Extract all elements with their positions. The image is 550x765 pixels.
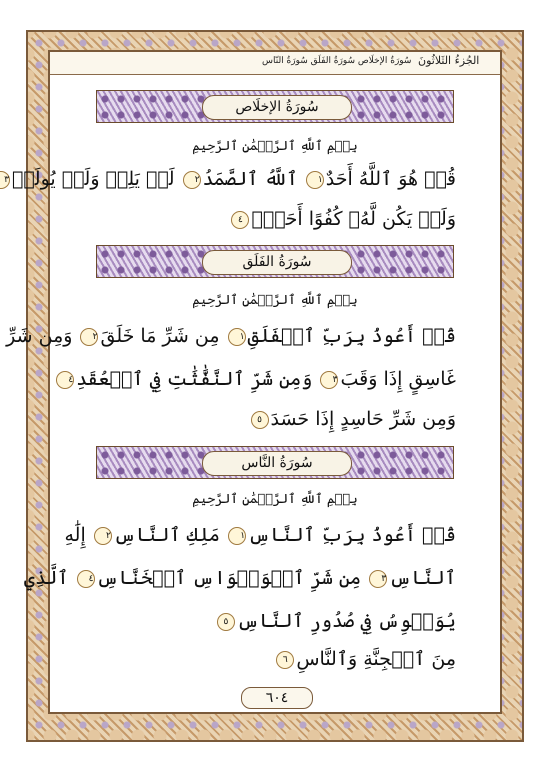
verse-text: إِلَٰهِ xyxy=(64,524,86,546)
ayah-number-marker: ٢ xyxy=(80,328,98,346)
ayah-number-marker: ٤ xyxy=(231,211,249,229)
ayah-number-marker: ٥ xyxy=(217,613,235,631)
verse-text: مِنَ ٱلۡجِنَّةِ وَٱلنَّاسِ xyxy=(296,648,456,670)
ayah-number-marker: ٤ xyxy=(56,371,74,389)
verse-text: وَمِن شَرِّ حَاسِدٍ إِذَا حَسَدَ xyxy=(270,408,456,430)
verse-line xyxy=(6,325,456,347)
verse-line xyxy=(23,567,456,589)
verse-text: لَمۡ يَلِدۡ وَلَمۡ يُولَدۡ xyxy=(11,168,175,190)
verse-text: ٱلَّذِي xyxy=(23,567,69,589)
verse-line xyxy=(96,208,456,230)
ayah-number-marker: ٦ xyxy=(276,651,294,669)
verse-line xyxy=(4,168,456,190)
verse-text: غَاسِقٍ إِذَا وَقَبَ xyxy=(340,368,456,390)
verse-line xyxy=(68,368,456,390)
ayah-number-marker: ٣ xyxy=(320,371,338,389)
ayah-number-marker: ٤ xyxy=(77,570,95,588)
verse-text: وَمِن شَرِّ xyxy=(6,325,73,347)
verse-text: ٱللَّهُ ٱلصَّمَدُ xyxy=(202,168,298,190)
verse-text: مِن شَرِّ ٱلۡوَسۡوَاسِ ٱلۡخَنَّاسِ xyxy=(96,567,362,589)
ayah-number-marker: ٣ xyxy=(0,171,10,189)
verse-line xyxy=(96,648,456,670)
basmala: بِسۡمِ ٱللَّهِ ٱلرَّحۡمَٰنِ ٱلرَّحِيمِ xyxy=(192,293,358,308)
surah-names-label: سُورَةُ الإخلَاص سُورَةُ الفَلَق سُورَةُ النّاس xyxy=(262,56,412,66)
verse-text: ٱلنَّاسِ xyxy=(389,567,456,589)
surah-title: سُورَةُ الفَلَق xyxy=(202,250,352,275)
surah-banner-falaq xyxy=(96,245,454,278)
juz-label: الجُزءُ الثَلاثُونَ xyxy=(418,54,480,67)
ayah-number-marker: ١ xyxy=(228,527,246,545)
ayah-number-marker: ٢ xyxy=(183,171,201,189)
verse-text: مَلِكِ ٱلنَّاسِ xyxy=(113,524,221,546)
verse-line xyxy=(64,524,456,546)
surah-banner-nas xyxy=(96,446,454,479)
ayah-number-marker: ٣ xyxy=(369,570,387,588)
surah-banner-ikhlas xyxy=(96,90,454,123)
basmala: بِسۡمِ ٱللَّهِ ٱلرَّحۡمَٰنِ ٱلرَّحِيمِ xyxy=(192,139,358,154)
ayah-number-marker: ٢ xyxy=(94,527,112,545)
ayah-number-marker: ١ xyxy=(306,171,324,189)
verse-text: قُلۡ أَعُوذُ بِرَبِّ ٱلۡفَلَقِ xyxy=(247,325,456,347)
verse-text: مِن شَرِّ مَا خَلَقَ xyxy=(100,325,220,347)
verse-text: قُلۡ أَعُوذُ بِرَبِّ ٱلنَّاسِ xyxy=(248,524,456,546)
verse-line xyxy=(96,408,456,430)
verse-text: وَمِن شَرِّ ٱلنَّفَّٰثَٰتِ فِي ٱلۡعُقَدِ xyxy=(76,368,313,390)
surah-title: سُورَةُ الإخلَاص xyxy=(202,95,352,120)
ayah-number-marker: ١ xyxy=(228,328,246,346)
verse-line xyxy=(96,610,456,632)
page-number: ٦٠٤ xyxy=(241,687,313,709)
verse-text: وَلَمۡ يَكُن لَّهُۥ كُفُوًا أَحَدُۢ xyxy=(251,208,456,230)
basmala: بِسۡمِ ٱللَّهِ ٱلرَّحۡمَٰنِ ٱلرَّحِيمِ xyxy=(192,492,358,507)
ayah-number-marker: ٥ xyxy=(251,411,269,429)
verse-text: يُوَسۡوِسُ فِي صُدُورِ ٱلنَّاسِ xyxy=(236,610,456,632)
surah-title: سُورَةُ النَّاس xyxy=(202,451,352,476)
verse-text: قُلۡ هُوَ ٱللَّهُ أَحَدٌ xyxy=(325,168,456,190)
